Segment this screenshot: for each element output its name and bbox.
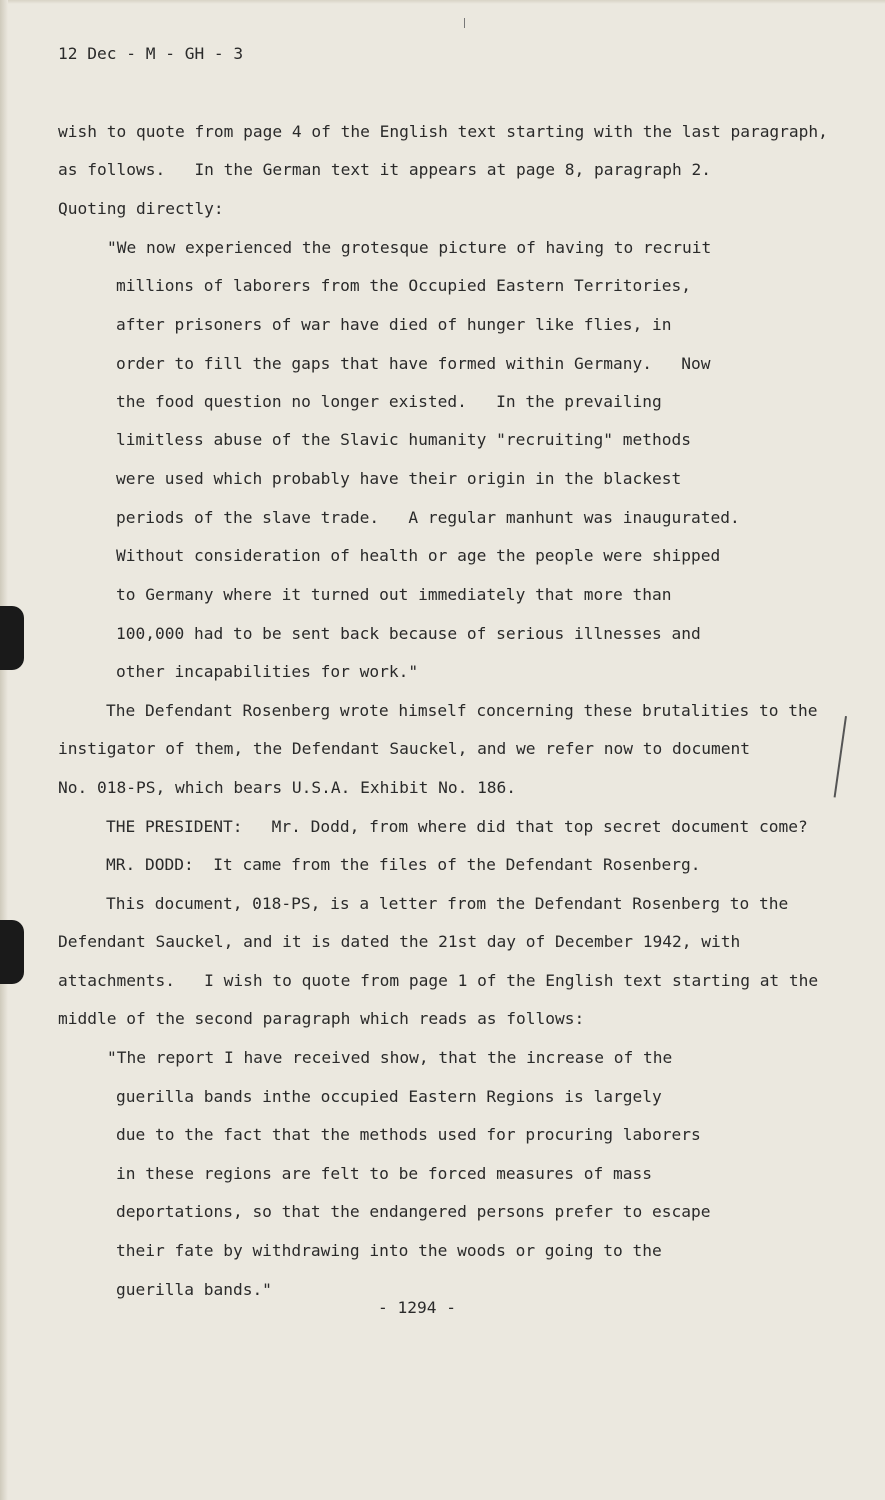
speaker-line: THE PRESIDENT: Mr. Dodd, from where did that top secret document come? <box>106 817 808 836</box>
quote-line: "The report I have received show, that the increase of the <box>107 1048 673 1067</box>
quote-line: their fate by withdrawing into the woods or going to the <box>116 1241 662 1260</box>
quote-line: periods of the slave trade. A regular manhunt was inaugurated. <box>116 508 740 527</box>
quote-line: guerilla bands." <box>116 1280 272 1299</box>
text-line: The Defendant Rosenberg wrote himself concerning these brutalities to the <box>106 701 818 720</box>
quote-line: millions of laborers from the Occupied Eastern Territories, <box>116 276 691 295</box>
page-number: - 1294 - <box>378 1298 456 1317</box>
quote-line: after prisoners of war have died of hunger like flies, in <box>116 315 672 334</box>
text-line: This document, 018-PS, is a letter from the Defendant Rosenberg to the <box>106 894 789 913</box>
quote-line: Without consideration of health or age the people were shipped <box>116 546 721 565</box>
paper-speck <box>464 18 465 28</box>
text-line: Defendant Sauckel, and it is dated the 21st day of December 1942, with <box>58 932 741 951</box>
quote-line: guerilla bands inthe occupied Eastern Regions is largely <box>116 1087 662 1106</box>
text-line: Quoting directly: <box>58 199 224 218</box>
quote-line: to Germany where it turned out immediately that more than <box>116 585 672 604</box>
paper-edge-top <box>0 0 885 4</box>
speaker-line: MR. DODD: It came from the files of the Defendant Rosenberg. <box>106 855 701 874</box>
quote-line: limitless abuse of the Slavic humanity "recruiting" methods <box>116 430 691 449</box>
binder-clip-top <box>0 606 24 670</box>
quote-line: order to fill the gaps that have formed within Germany. Now <box>116 354 711 373</box>
margin-pencil-mark <box>834 716 847 797</box>
text-line: instigator of them, the Defendant Sauckel, and we refer now to document <box>58 739 750 758</box>
page-header: 12 Dec - M - GH - 3 <box>58 44 244 63</box>
quote-line: due to the fact that the methods used for procuring laborers <box>116 1125 701 1144</box>
binder-clip-bottom <box>0 920 24 984</box>
paper-edge-left <box>0 0 8 1500</box>
text-line: No. 018-PS, which bears U.S.A. Exhibit No. 186. <box>58 778 517 797</box>
quote-line: 100,000 had to be sent back because of serious illnesses and <box>116 624 701 643</box>
quote-line: in these regions are felt to be forced measures of mass <box>116 1164 653 1183</box>
text-line: attachments. I wish to quote from page 1 of the English text starting at the <box>58 971 819 990</box>
quote-line: deportations, so that the endangered persons prefer to escape <box>116 1202 711 1221</box>
quote-line: other incapabilities for work." <box>116 662 419 681</box>
quote-line: "We now experienced the grotesque picture of having to recruit <box>107 238 712 257</box>
text-line: as follows. In the German text it appears at page 8, paragraph 2. <box>58 160 711 179</box>
quote-line: the food question no longer existed. In the prevailing <box>116 392 662 411</box>
text-line: middle of the second paragraph which reads as follows: <box>58 1009 585 1028</box>
text-line: wish to quote from page 4 of the English text starting with the last paragraph, <box>58 122 828 141</box>
quote-line: were used which probably have their origin in the blackest <box>116 469 682 488</box>
